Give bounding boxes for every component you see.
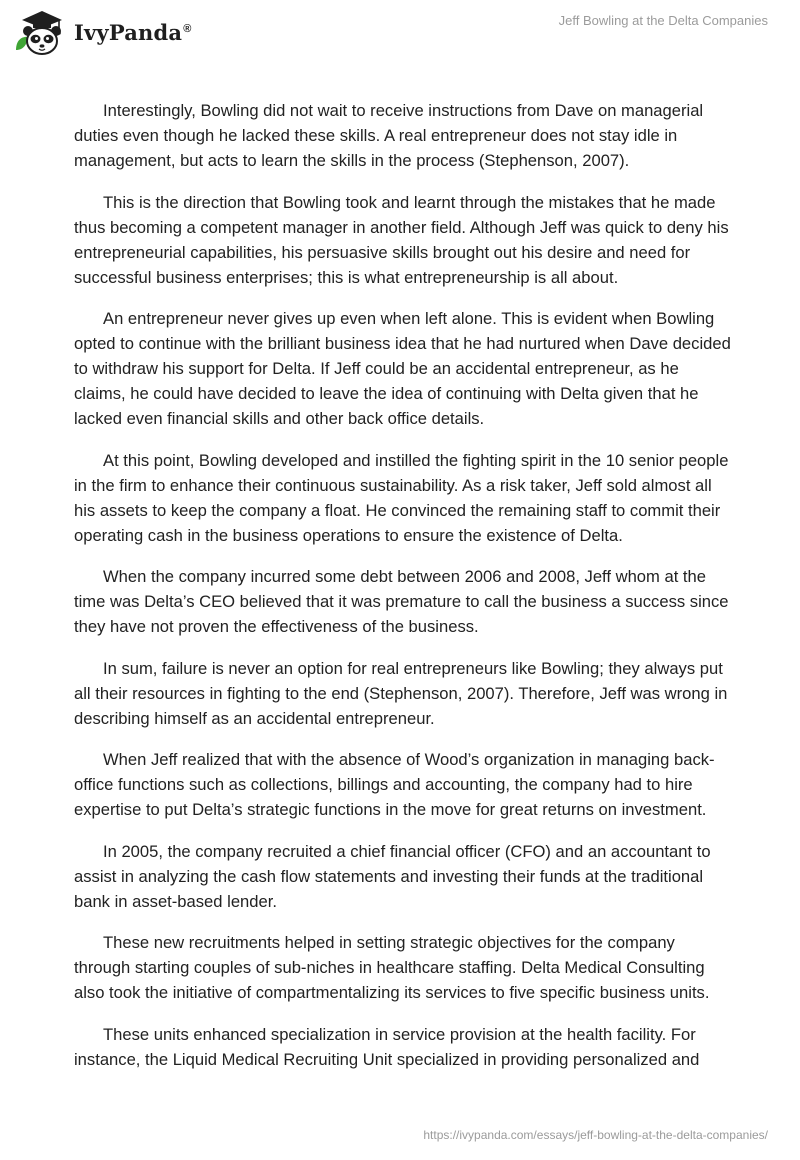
page-header (0, 0, 800, 70)
paragraph: When Jeff realized that with the absence of Wood’s organization in managing back-office functions such as collections, billings and accounting, the company had to hire expertise to put Delta’s strategic functions in the move for great returns on investment. (74, 750, 715, 819)
paragraph: These units enhanced specialization in service provision at the health facility. For instance, the Liquid Medical Recruiting Unit specialized in providing personalized and (74, 1024, 700, 1069)
panda-graduate-icon (14, 6, 70, 58)
paragraph: This is the direction that Bowling took and learnt through the mistakes that he made thus becoming a competent manager in another field. Although Jeff was quick to deny his entrepreneurial capabilities, his persuasive skills brought out his desire and need for successful business enterprises; this is what entrepreneurship is all about. (74, 192, 729, 287)
ivypanda-logo[interactable] (14, 6, 192, 58)
registered-mark: ® (183, 22, 192, 35)
paragraph: In 2005, the company recruited a chief financial officer (CFO) and an accountant to assist in analyzing the cash flow statements and investing their funds at the traditional bank in asset-based lender. (74, 841, 711, 911)
document-title: Jeff Bowling at the Delta Companies (558, 13, 768, 28)
paragraph: An entrepreneur never gives up even when left alone. This is evident when Bowling opted to continue with the brilliant business idea that he had nurtured when Dave decided to withdraw his support for Delta. If Jeff could be an accidental entrepreneur, as he claims, he could have decided to leave the idea of continuing with Delta given that he lacked even financial skills and other back office details. (74, 309, 731, 428)
essay-body (74, 98, 734, 1088)
brand-name: IvyPanda® (74, 19, 192, 45)
source-url[interactable]: https://ivypanda.com/essays/jeff-bowling-at-the-delta-companies/ (423, 1128, 768, 1142)
paragraph: When the company incurred some debt between 2006 and 2008, Jeff whom at the time was Delta’s CEO believed that it was premature to call the business a success since they have not proven the effectiveness of the business. (74, 567, 729, 636)
paragraph: In sum, failure is never an option for real entrepreneurs like Bowling; they always put all their resources in fighting to the end (Stephenson, 2007). Therefore, Jeff was wrong in describing himself as an accidental entrepreneur. (74, 658, 728, 728)
paragraph: Interestingly, Bowling did not wait to receive instructions from Dave on managerial duties even though he lacked these skills. A real entrepreneur does not stay idle in management, but acts to learn the skills in the process (Stephenson, 2007). (74, 101, 704, 170)
paragraph: These new recruitments helped in setting strategic objectives for the company through starting couples of sub-niches in healthcare staffing. Delta Medical Consulting also took the initiative of compartmentalizing its services to five specific business units. (74, 933, 710, 1002)
paragraph: At this point, Bowling developed and instilled the fighting spirit in the 10 senior people in the firm to enhance their continuous sustainability. As a risk taker, Jeff sold almost all his assets to keep the company a float. He convinced the remaining staff to commit their operating cash in the business operations to ensure the existence of Delta. (74, 450, 729, 545)
